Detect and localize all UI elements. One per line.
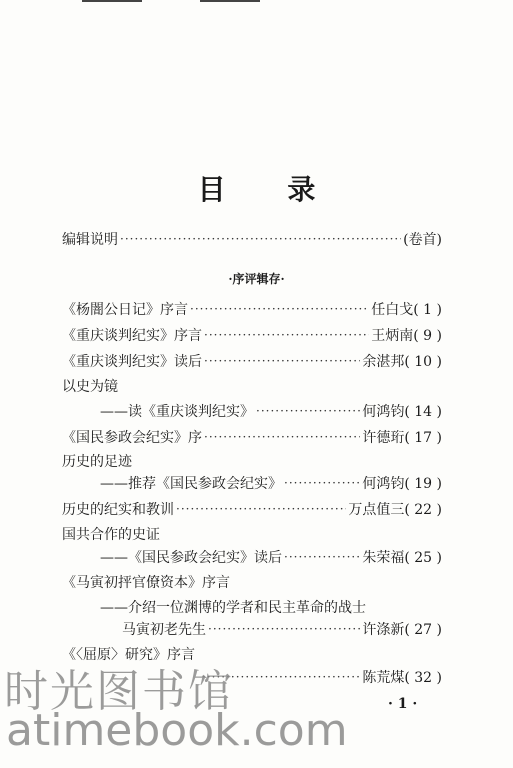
toc-entry-author-page: 任白戈( 1 ) <box>371 302 442 318</box>
watermark-line2: atimebook.com <box>6 705 348 756</box>
toc-entry-subtitle: 马寅初老先生 <box>122 622 206 638</box>
toc-entry-author-page: 王炳南( 9 ) <box>371 328 442 344</box>
toc-entry[interactable] <box>62 426 442 448</box>
leader-dots <box>204 328 369 342</box>
toc-entry-label: 编辑说明 <box>62 232 118 248</box>
top-rule-left <box>82 0 142 2</box>
toc-entry-title[interactable]: 以史为镜 <box>62 379 118 395</box>
toc-entry-author-page: 何鸿钧( 19 ) <box>362 476 442 492</box>
toc-entry-author-page: 许涤新( 27 ) <box>362 622 442 638</box>
toc-entry-title: 《杨闇公日记》序言 <box>62 302 188 318</box>
toc-entry-subtitle: ——推荐《国民参政会纪实》 <box>100 476 282 492</box>
leader-dots <box>190 302 369 316</box>
top-rule-right <box>200 0 260 2</box>
toc-entry[interactable] <box>62 350 442 372</box>
toc-entry-title[interactable]: 国共合作的史证 <box>62 527 160 543</box>
leader-dots <box>284 476 360 490</box>
toc-entry-subtitle: ——《国民参政会纪实》读后 <box>100 550 282 566</box>
toc-entry[interactable] <box>100 472 442 494</box>
leader-dots <box>204 354 360 368</box>
toc-entry-author-page: 何鸿钧( 14 ) <box>362 404 442 420</box>
leader-dots <box>120 232 401 246</box>
toc-entry-title: 《重庆谈判纪实》序言 <box>62 328 202 344</box>
toc-entry-page: (卷首) <box>403 232 442 248</box>
leader-dots <box>284 550 360 564</box>
toc-entry-subtitle: ——介绍一位渊博的学者和民主革命的战士 <box>100 600 366 616</box>
toc-entry[interactable] <box>62 298 442 320</box>
section-heading: ·序评辑存· <box>228 272 285 286</box>
page-title: 目 录 <box>197 173 342 206</box>
toc-entry[interactable] <box>200 666 442 688</box>
watermark-line1: 时光图书馆 <box>4 666 234 717</box>
leader-dots <box>256 404 360 418</box>
toc-entry[interactable] <box>62 324 442 346</box>
toc-entry-title: 《国民参政会纪实》序 <box>62 430 202 446</box>
toc-entry-author-page: 陈荒煤( 32 ) <box>362 670 442 686</box>
page-number: · 1 · <box>388 696 418 712</box>
toc-entry-title[interactable]: 历史的足迹 <box>62 454 132 470</box>
toc-entry-author-page: 朱荣福( 25 ) <box>362 550 442 566</box>
toc-entry-preface[interactable] <box>62 228 442 250</box>
toc-entry-author-page: 万点值三( 22 ) <box>348 502 442 518</box>
toc-entry[interactable] <box>100 400 442 422</box>
toc-entry-title: 《重庆谈判纪实》读后 <box>62 354 202 370</box>
toc-entry-title: 历史的纪实和教训 <box>62 502 174 518</box>
leader-dots <box>208 622 360 636</box>
toc-entry[interactable] <box>100 546 442 568</box>
toc-entry-title[interactable]: 《马寅初抨官僚资本》序言 <box>62 575 230 591</box>
leader-dots <box>176 502 346 516</box>
toc-entry-author-page: 许德珩( 17 ) <box>362 430 442 446</box>
toc-entry[interactable] <box>122 618 442 640</box>
toc-entry[interactable] <box>62 498 442 520</box>
toc-entry-title[interactable]: 《〈屈原〉研究》序言 <box>62 647 195 663</box>
leader-dots <box>204 430 360 444</box>
toc-entry-author-page: 余湛邦( 10 ) <box>362 354 442 370</box>
toc-entry-subtitle: ——读《重庆谈判纪实》 <box>100 404 254 420</box>
